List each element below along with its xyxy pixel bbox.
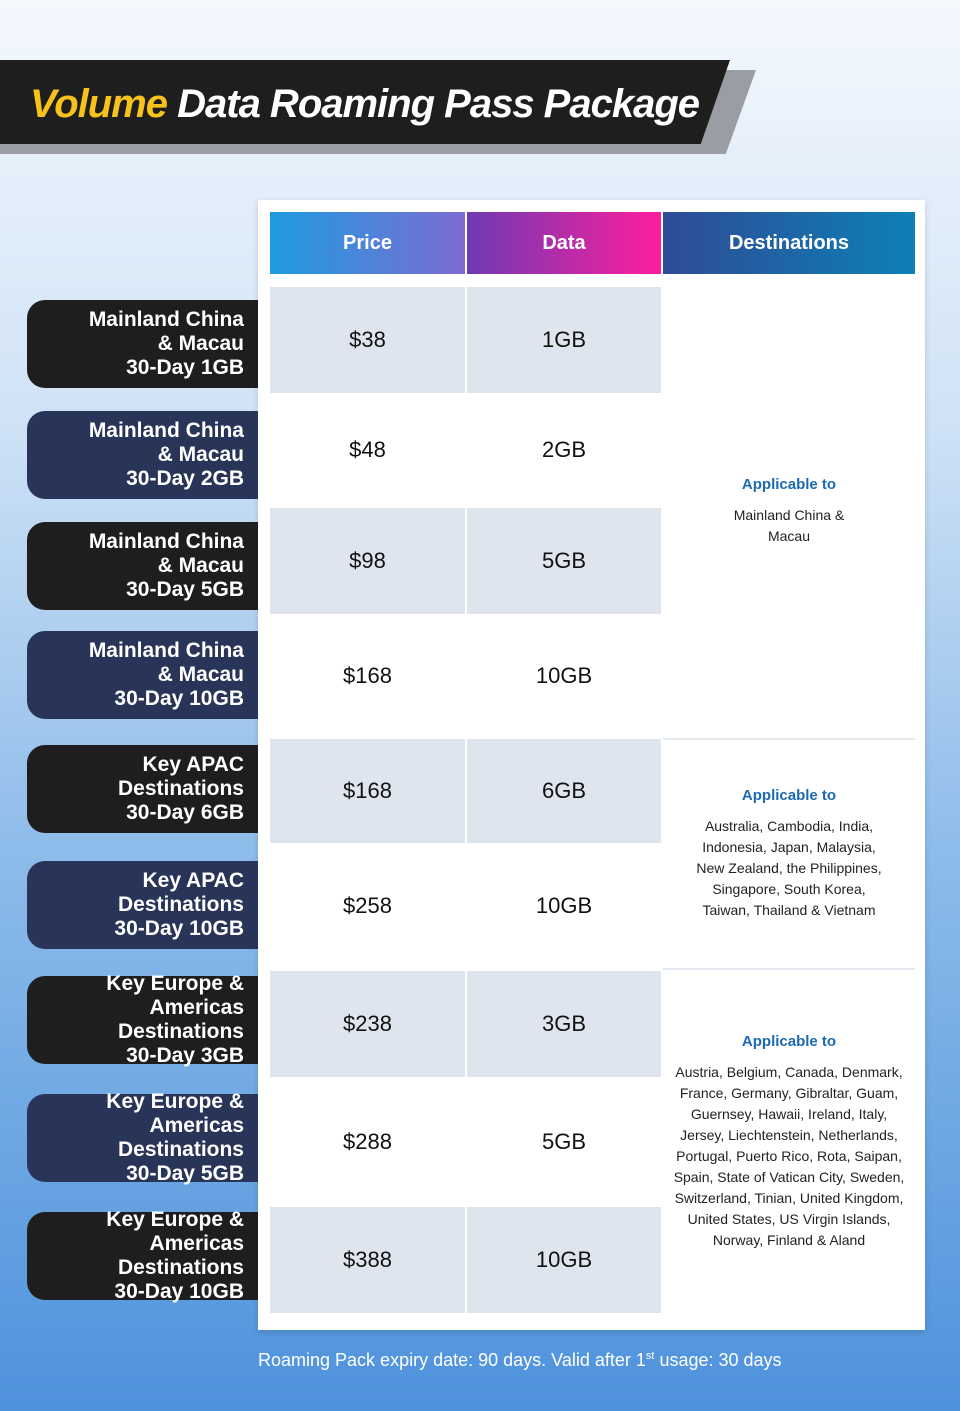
footer-note-text: Roaming Pack expiry date: 90 days. Valid after 1	[258, 1350, 646, 1370]
data-cell: 3GB	[467, 971, 661, 1077]
applicable-to-heading: Applicable to	[741, 787, 837, 804]
price-cell: $238	[270, 971, 465, 1077]
plan-label-line: Americas Destinations	[117, 996, 244, 1043]
destinations-line: Australia, Cambodia, India,	[704, 818, 874, 834]
plan-label-line: 30-Day 6GB	[126, 801, 244, 824]
destinations-divider	[663, 738, 915, 740]
destinations-list	[734, 505, 845, 547]
plan-label	[27, 631, 258, 719]
plan-label-line: 30-Day 3GB	[126, 1044, 244, 1067]
plan-label	[27, 522, 258, 610]
plan-label-line: 30-Day 2GB	[126, 467, 244, 490]
price-cell: $258	[343, 893, 392, 918]
price-cell: $48	[349, 437, 386, 462]
price-cell: $168	[270, 739, 465, 843]
plan-label-line: Key Europe &	[106, 972, 244, 995]
plan-label-line: & Macau	[157, 663, 244, 686]
destinations-line: Singapore, South Korea,	[712, 881, 866, 897]
price-cell: $168	[343, 663, 392, 688]
price-cell: $38	[270, 287, 465, 393]
destinations-line: Macau	[767, 528, 810, 544]
destinations-line: New Zealand, the Philippines,	[696, 860, 882, 876]
column-header-price: Price	[270, 212, 465, 274]
plan-label-line: Mainland China	[88, 419, 244, 442]
footer-note	[258, 1343, 925, 1373]
plan-label-line: Americas Destinations	[117, 1232, 244, 1279]
destinations-line: Spain, State of Vatican City, Sweden,	[673, 1169, 905, 1185]
destinations-line: Jersey, Liechtenstein, Netherlands,	[680, 1127, 898, 1143]
plan-label-line: 30-Day 10GB	[114, 1280, 244, 1303]
footer-note-superscript: st	[645, 1350, 655, 1362]
destinations-line: Mainland China &	[733, 507, 845, 523]
page-title-highlight: Volume	[30, 82, 167, 126]
column-header-destinations: Destinations	[663, 212, 915, 274]
plan-label-line: Key APAC Destinations	[117, 753, 244, 800]
plan-label-line: Key Europe &	[106, 1090, 244, 1113]
destinations-line: Switzerland, Tinian, United Kingdom,	[674, 1190, 904, 1206]
destinations-block-europe-americas	[663, 971, 915, 1313]
destinations-line: United States, US Virgin Islands,	[687, 1211, 891, 1227]
destinations-line: Austria, Belgium, Canada, Denmark,	[675, 1064, 903, 1080]
destinations-list	[674, 1062, 905, 1251]
destinations-line: Taiwan, Thailand & Vietnam	[702, 902, 876, 918]
plan-label-line: Mainland China	[88, 308, 244, 331]
plan-label	[27, 411, 258, 499]
plan-label-line: Americas Destinations	[117, 1114, 244, 1161]
destinations-list	[696, 816, 881, 921]
data-cell: 1GB	[467, 287, 661, 393]
destinations-line: France, Germany, Gibraltar, Guam,	[679, 1085, 899, 1101]
plan-label-line: & Macau	[157, 554, 244, 577]
plan-label-line: 30-Day 5GB	[126, 1162, 244, 1185]
plan-label	[27, 1208, 258, 1303]
applicable-to-heading: Applicable to	[741, 1033, 837, 1050]
data-cell: 10GB	[535, 663, 593, 688]
plan-label-line: Key APAC Destinations	[117, 869, 244, 916]
plan-label	[27, 1090, 258, 1185]
data-cell: 2GB	[541, 437, 587, 462]
destinations-block-apac	[663, 741, 915, 967]
data-cell: 6GB	[467, 739, 661, 843]
data-cell: 10GB	[467, 1207, 661, 1313]
plan-label-line: 30-Day 10GB	[114, 687, 244, 710]
destinations-block-china-macau	[663, 287, 915, 736]
data-cell: 5GB	[541, 1128, 587, 1154]
data-cell: 10GB	[535, 893, 593, 918]
plan-label-line: 30-Day 5GB	[126, 578, 244, 601]
destinations-line: Indonesia, Japan, Malaysia,	[702, 839, 876, 855]
plan-label-line: Mainland China	[88, 530, 244, 553]
plan-label-line: Mainland China	[88, 639, 244, 662]
plan-label-line: 30-Day 10GB	[114, 917, 244, 940]
column-header-data: Data	[467, 212, 661, 274]
price-cell: $388	[270, 1207, 465, 1313]
plan-label	[27, 300, 258, 388]
plan-label	[27, 861, 258, 949]
plan-label	[27, 972, 258, 1067]
footer-note-text-end: usage: 30 days	[654, 1350, 782, 1370]
applicable-to-heading: Applicable to	[741, 476, 837, 493]
destinations-line: Norway, Finland & Aland	[712, 1232, 866, 1248]
plan-label	[27, 745, 258, 833]
plan-label-line: Key Europe &	[106, 1208, 244, 1231]
destinations-line: Guernsey, Hawaii, Ireland, Italy,	[690, 1106, 888, 1122]
page-title	[30, 74, 699, 134]
plan-label-line: & Macau	[157, 443, 244, 466]
destinations-divider	[663, 968, 915, 970]
price-cell: $98	[270, 508, 465, 614]
price-cell: $288	[343, 1128, 392, 1154]
plan-label-line: & Macau	[157, 332, 244, 355]
destinations-line: Portugal, Puerto Rico, Rota, Saipan,	[676, 1148, 902, 1164]
plan-label-line: 30-Day 1GB	[126, 356, 244, 379]
data-cell: 5GB	[467, 508, 661, 614]
page-title-rest: Data Roaming Pass Package	[167, 82, 700, 126]
